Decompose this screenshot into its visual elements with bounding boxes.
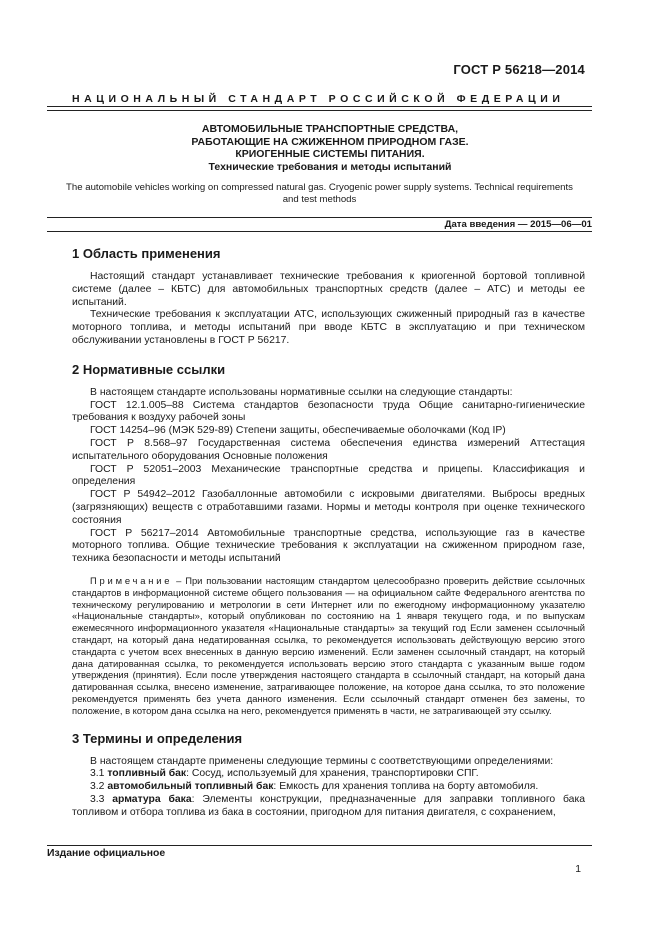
term-item (72, 794, 585, 820)
document-code: ГОСТ Р 56218—2014 (453, 62, 585, 77)
date-bottom-rule (47, 231, 592, 232)
introduction-date: Дата введения — 2015—06—01 (444, 219, 592, 230)
title-line-3: КРИОГЕННЫЕ СИСТЕМЫ ПИТАНИЯ. (235, 148, 425, 160)
footer-rule (47, 845, 592, 846)
note (72, 575, 585, 717)
reference-item: ГОСТ 12.1.005–88 Система стандартов безопасности труда Общие санитарно-гигиенические требования к воздуху рабочей зоны (72, 399, 585, 424)
english-title-line-2: and test methods (282, 193, 357, 205)
term-name: автомобильный топливный бак (107, 781, 274, 793)
term-name: арматура бака (112, 793, 192, 805)
paragraph: Технические требования к эксплуатации АТС, использующих сжиженный природный газ в качестве моторного топлива, и методы испытаний при вводе КБТС в эксплуатацию и при техническом обслуживании установлены в ГОСТ Р 56217. (72, 309, 585, 346)
term-number: 3.1 (90, 768, 108, 780)
title-line-2: РАБОТАЮЩИЕ НА СЖИЖЕННОМ ПРИРОДНОМ ГАЗЕ. (191, 135, 469, 148)
term-definition: : Емкость для хранения топлива на борту автомобиля. (273, 781, 539, 793)
reference-item: ГОСТ Р 52051–2003 Механические транспортные средства и прицепы. Классификация и определения (72, 463, 585, 488)
section-terms-definitions (72, 731, 585, 820)
english-title (47, 182, 592, 205)
term-name: топливный бак (107, 768, 187, 780)
english-title-line-1: The automobile vehicles working on compressed natural gas. Cryogenic power supply systems. Technical requirements (66, 182, 573, 193)
term-item (72, 781, 585, 794)
section-heading: 2 Нормативные ссылки (72, 361, 226, 377)
document-title (70, 123, 590, 173)
paragraph: В настоящем стандарте применены следующие термины с соответствующими определениями: (90, 755, 554, 767)
reference-item: ГОСТ Р 56217–2014 Автомобильные транспортные средства, использующие газ в качестве моторного топлива. Общие технические требования к эксплуатации на сжиженном природном газе, техника безопасности и методы испытаний (72, 527, 585, 565)
official-edition-label: Издание официальное (47, 848, 166, 859)
national-standard-banner: НАЦИОНАЛЬНЫЙ СТАНДАРТ РОССИЙСКОЙ ФЕДЕРАЦИИ (72, 93, 565, 105)
title-line-1: АВТОМОБИЛЬНЫЕ ТРАНСПОРТНЫЕ СРЕДСТВА, (201, 123, 459, 135)
reference-item: ГОСТ Р 8.568–97 Государственная система обеспечения единства измерений Аттестация испытательного оборудования Основные положения (72, 437, 585, 462)
note-text: – При пользовании настоящим стандартом целесообразно проверить действие ссылочных стандартов в информационной системе общего пользования — на официальном сайте Федерального агентства по техническому регулированию и метрологии в сети Интернет или по ежегодному информационному указателю «Национальные стандарты», который опубликован по состоянию на 1 января текущего года, и по выпускам ежемесячного информационного указателя «Национальные стандарты» за текущий год Если заменен ссылочный стандарт, на который дана недатированная ссылка, то рекомендуется использовать действующую версию этого стандарта с учетом всех внесенных в данную версию изменений. Если заменен ссылочный стандарт, на который дана датированная ссылка, то рекомендуется использовать версию этого стандарта с указанным выше годом утверждения (принятия). Если после утверждения настоящего стандарта в ссылочный стандарт, на который дана датированная ссылка, внесено изменение, затрагивающее положение, на которое дана ссылка, то это положение рекомендуется применять без учета данного изменения. Если ссылочный стандарт отменен без замены, то положение, в котором дана ссылка на него, рекомендуется применять в части, не затрагивающей эту ссылку. (72, 574, 585, 716)
reference-item: ГОСТ Р 54942–2012 Газобаллонные автомобили с искровыми двигателями. Выбросы вредных (загрязняющих) веществ с отработавшими газами. Нормы и методы контроля при оценке технического состояния (72, 489, 585, 526)
term-definition: : Сосуд, используемый для хранения, транспортировки СПГ. (186, 768, 479, 780)
term-number: 3.2 (90, 781, 108, 793)
title-line-4: Технические требования и методы испытаний (208, 160, 452, 173)
section-normative-references (72, 362, 585, 717)
term-number: 3.3 (90, 793, 113, 805)
page-number: 1 (575, 864, 581, 875)
reference-item: ГОСТ 14254–96 (МЭК 529-89) Степени защиты, обеспечиваемые оболочками (Код IP) (90, 425, 506, 437)
term-definition: : Элементы конструкции, предназначенные для заправки топливного бака топливом и отбора топлива из бака в состоянии, пригодном для питания двигателя, с сохранением, (72, 793, 585, 818)
section-heading: 3 Термины и определения (72, 730, 243, 746)
header-double-rule (47, 106, 592, 111)
section-scope (72, 246, 585, 348)
document-body (72, 240, 585, 819)
note-label: Примечание (90, 574, 173, 586)
paragraph: В настоящем стандарте использованы нормативные ссылки на следующие стандарты: (90, 386, 513, 398)
term-item (72, 768, 585, 781)
title-bottom-rule (47, 217, 592, 218)
section-heading: 1 Область применения (72, 246, 221, 261)
paragraph: Настоящий стандарт устанавливает технические требования к криогенной бортовой топливной системе (далее – КБТС) для автомобильных транспортных средств (далее – АТС) и методы ее испытаний. (72, 271, 585, 308)
